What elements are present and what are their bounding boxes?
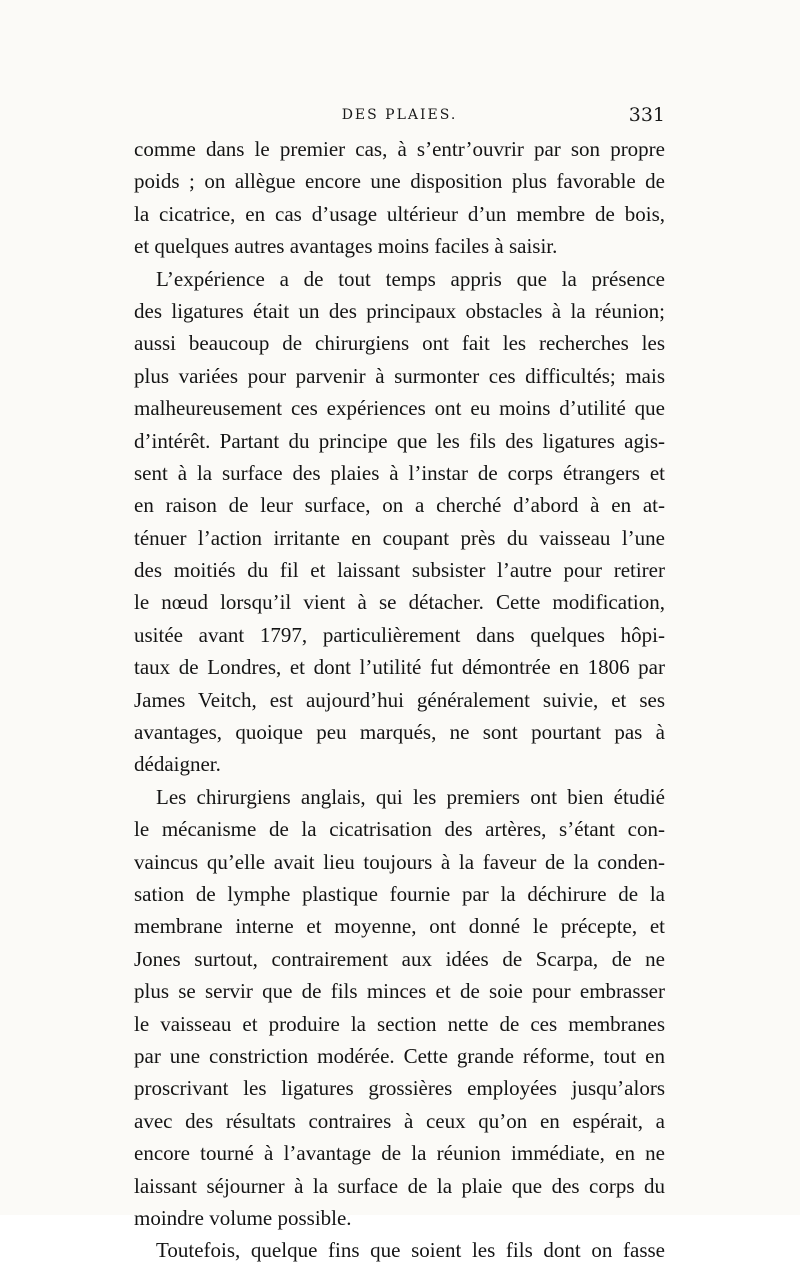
text-line: avantages, quoique peu marqués, ne sont pourtant pas à — [134, 720, 665, 745]
text-line: Jones surtout, contrairement aux idées de Scarpa, de ne — [134, 946, 665, 971]
text-line: aussi beaucoup de chirurgiens ont fait les recherches les — [134, 331, 665, 356]
text-line: vaincus qu’elle avait lieu toujours à la faveur de la conden- — [134, 849, 665, 874]
text-line: sation de lymphe plastique fournie par la déchirure de la — [134, 881, 665, 906]
text-line: la cicatrice, en cas d’usage ultérieur d’un membre de bois, — [134, 201, 665, 226]
text-line: par une constriction modérée. Cette grande réforme, tout en — [134, 1043, 665, 1068]
text-line: James Veitch, est aujourd’hui généralement suivie, et ses — [134, 687, 665, 712]
text-line: proscrivant les ligatures grossières employées jusqu’alors — [134, 1076, 665, 1101]
text-line: en raison de leur surface, on a cherché d’abord à en at- — [134, 493, 665, 518]
text-line: ténuer l’action irritante en coupant près du vaisseau l’une — [134, 525, 665, 550]
text-line: d’intérêt. Partant du principe que les fils des ligatures agis- — [134, 428, 665, 453]
text-line: des moitiés du fil et laissant subsister l’autre pour retirer — [134, 558, 665, 583]
text-line: des ligatures était un des principaux obstacles à la réunion; — [134, 298, 665, 323]
text-line: plus variées pour parvenir à surmonter ces difficultés; mais — [134, 363, 665, 388]
page-number: 331 — [628, 104, 665, 126]
body-text — [134, 133, 665, 1267]
text-line: malheureusement ces expériences ont eu moins d’utilité que — [134, 396, 665, 421]
text-line: usitée avant 1797, particulièrement dans quelques hôpi- — [134, 622, 665, 647]
text-line: le vaisseau et produire la section nette de ces membranes — [134, 1011, 665, 1036]
text-line: dédaigner. — [134, 752, 221, 777]
text-line: encore tourné à l’avantage de la réunion immédiate, en ne — [134, 1141, 665, 1166]
text-line: L’expérience a de tout temps appris que la présence — [156, 266, 665, 291]
text-line: membrane interne et moyenne, ont donné le précepte, et — [134, 914, 665, 939]
text-line: comme dans le premier cas, à s’entr’ouvrir par son propre — [134, 137, 665, 161]
text-line: Toutefois, quelque fins que soient les fils dont on fasse — [156, 1238, 665, 1263]
text-line: le nœud lorsqu’il vient à se détacher. Cette modification, — [134, 590, 665, 615]
running-title: DES PLAIES. — [341, 107, 458, 123]
text-line: laissant séjourner à la surface de la plaie que des corps du — [134, 1173, 665, 1198]
text-line: le mécanisme de la cicatrisation des artères, s’étant con- — [134, 817, 665, 842]
text-line: sent à la surface des plaies à l’instar de corps étrangers et — [134, 460, 665, 485]
text-line: Les chirurgiens anglais, qui les premiers ont bien étudié — [156, 784, 665, 809]
text-line: taux de Londres, et dont l’utilité fut démontrée en 1806 par — [134, 655, 665, 680]
text-line: poids ; on allègue encore une disposition plus favorable de — [134, 169, 665, 194]
text-line: plus se servir que de fils minces et de soie pour embrasser — [134, 979, 665, 1004]
running-head — [134, 104, 665, 128]
text-line: et quelques autres avantages moins faciles à saisir. — [134, 234, 558, 259]
text-line: moindre volume possible. — [134, 1205, 352, 1230]
text-line: avec des résultats contraires à ceux qu’on en espérait, a — [134, 1108, 665, 1133]
